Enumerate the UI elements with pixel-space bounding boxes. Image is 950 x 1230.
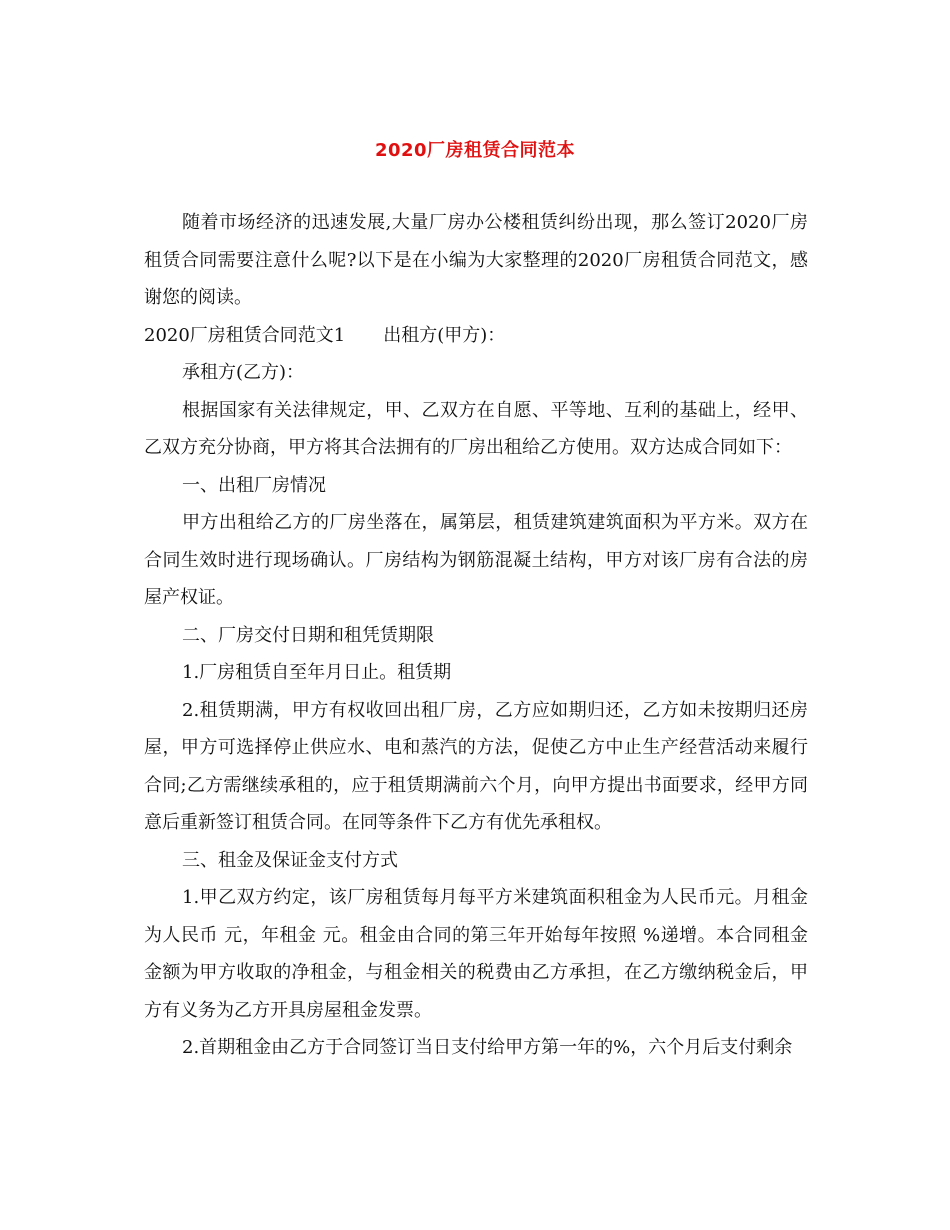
lessor-label: 出租方(甲方)： xyxy=(383,324,506,346)
document-body xyxy=(144,204,808,1067)
paragraph-contract-heading xyxy=(144,317,808,355)
paragraph-intro: 随着市场经济的迅速发展,大量厂房办公楼租赁纠纷出现，那么签订2020厂房租赁合同需要注意什么呢?以下是在小编为大家整理的2020厂房租赁合同范文，感谢您的阅读。 xyxy=(144,212,808,308)
paragraph-lease-term: 1.厂房租赁自至年月日止。租赁期 xyxy=(182,662,452,683)
document-title: 2020厂房租赁合同范本 xyxy=(374,140,576,161)
paragraph-legal-basis: 根据国家有关法律规定，甲、乙双方在自愿、平等地、互利的基础上，经甲、乙双方充分协商，甲方将其合法拥有的厂房出租给乙方使用。双方达成合同如下： xyxy=(144,399,808,458)
section-heading-3: 三、租金及保证金支付方式 xyxy=(182,849,398,871)
paragraph-lessee: 承租方(乙方)： xyxy=(182,362,305,383)
paragraph-first-payment: 2.首期租金由乙方于合同签订当日支付给甲方第一年的%，六个月后支付剩余 xyxy=(182,1037,793,1058)
section-heading-1: 一、出租厂房情况 xyxy=(182,474,326,496)
paragraph-lease-expiry: 2.租赁期满，甲方有权收回出租厂房，乙方应如期归还，乙方如未按期归还房屋，甲方可选择停止供应水、电和蒸汽的方法，促使乙方中止生产经营活动来履行合同;乙方需继续承租的，应于租赁期满前六个月，向甲方提出书面要求，经甲方同意后重新签订租赁合同。在同等条件下乙方有优先承租权。 xyxy=(144,699,808,833)
contract-sample-label: 2020厂房租赁合同范文1 xyxy=(144,324,346,346)
paragraph-factory-details: 甲方出租给乙方的厂房坐落在，属第层，租赁建筑建筑面积为平方米。双方在合同生效时进行现场确认。厂房结构为钢筋混凝土结构，甲方对该厂房有合法的房屋产权证。 xyxy=(144,512,808,608)
paragraph-rent-agreement: 1.甲乙双方约定，该厂房租赁每月每平方米建筑面积租金为人民币元。月租金为人民币 元，年租金 元。租金由合同的第三年开始每年按照 %递增。本合同租金金额为甲方收取的净租金，与租金相关的税费由乙方承担，在乙方缴纳税金后，甲方有义务为乙方开具房屋租金发票。 xyxy=(144,887,808,1021)
section-heading-2: 二、厂房交付日期和租凭赁期限 xyxy=(182,624,434,646)
